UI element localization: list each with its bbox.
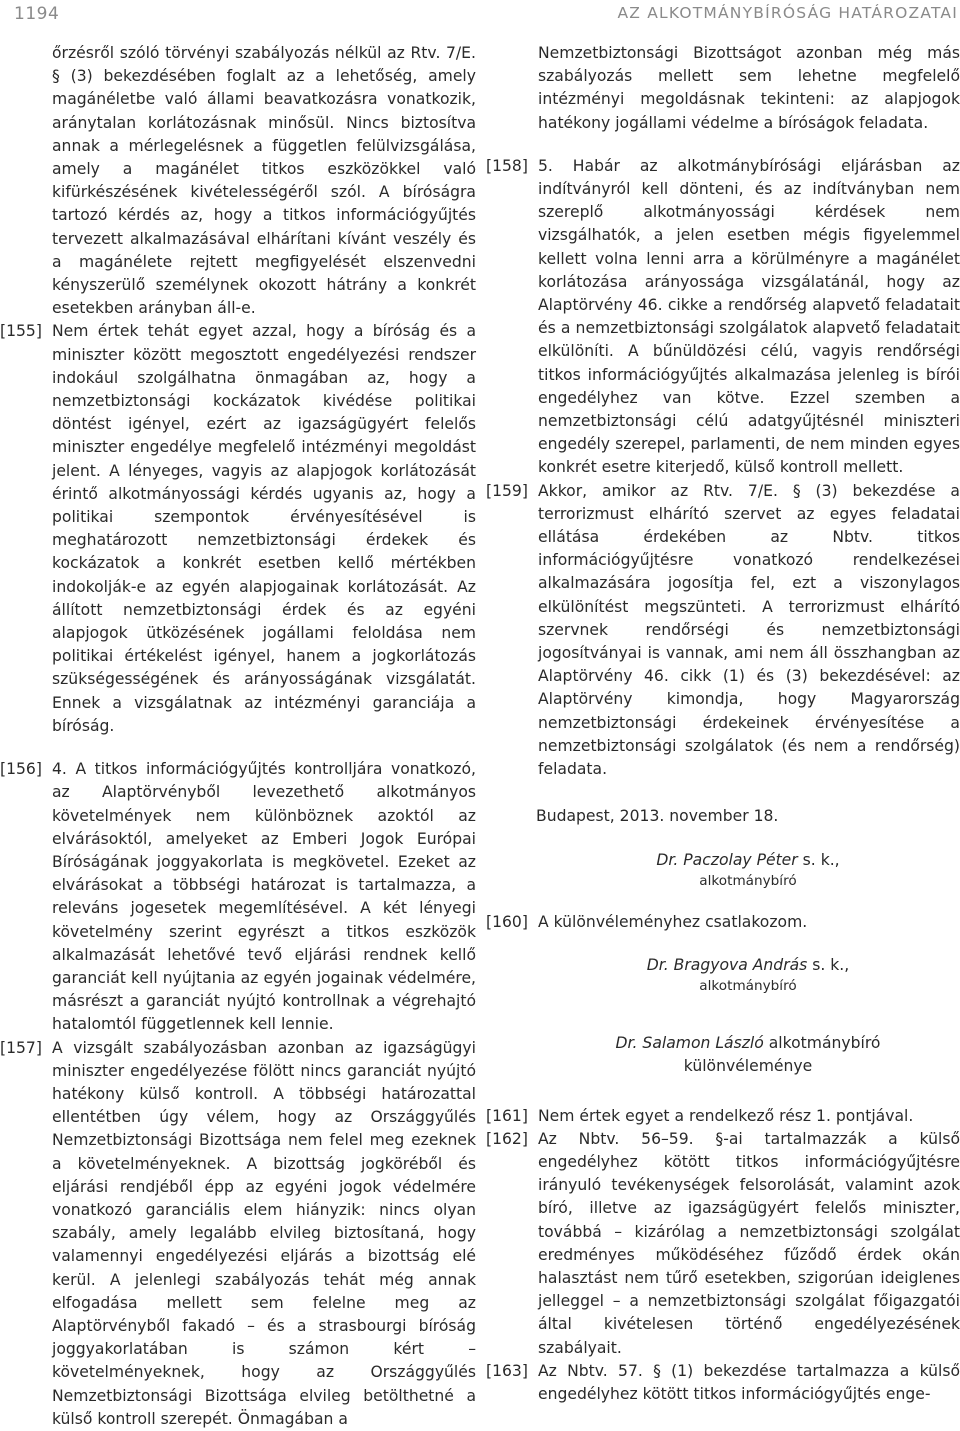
paragraph-number: [158] bbox=[486, 156, 528, 175]
paragraph-text: Nem értek tehát egyet azzal, hogy a bíróság és a miniszter között megosztott engedélyezési rendszer indokául szolgálhatna önmagában az, hogy a nemzetbiztonsági kockázatok kivédése politikai döntést igényel, ezért az igazságügyért felelős miniszter engedélye megfelelő intézményi megoldást jelent. A lényeges, vagyis az alapjogok korlátozását érintő alkotmányossági kérdés ugyanis az, hogy a politikai szempontok érvényesítésével is meghatározott nemzetbiztonsági érdekek és kockázatok a konkrét esetben kellő mértékben indokolják-e az egyén alapjogainak korlátozását. Az állított nemzetbiztonsági érdek és az egyéni alapjogok ütközésének jogállami feloldása nem politikai értékelést igényel, hanem a jogkorlátozás szükségességének és arányosságának vizsgálatát. Ennek a vizsgálatnak az intézményi garanciája a bíróság. bbox=[52, 322, 476, 735]
signature-suffix: s. k., bbox=[797, 850, 840, 869]
page-header bbox=[0, 0, 960, 30]
paragraph-number: [160] bbox=[486, 912, 528, 931]
paragraph-number: [157] bbox=[0, 1038, 42, 1057]
left-column bbox=[0, 42, 476, 1431]
spacer bbox=[486, 829, 960, 849]
opinion-heading bbox=[486, 1032, 960, 1055]
spacer bbox=[486, 1079, 960, 1105]
paragraph-161 bbox=[486, 1105, 960, 1128]
signatory-role: alkotmánybíró bbox=[699, 872, 797, 889]
paragraph-number: [162] bbox=[486, 1129, 528, 1148]
opinion-author-title: alkotmánybíró bbox=[763, 1034, 881, 1053]
paragraph-continuation bbox=[486, 42, 960, 135]
signature-suffix: s. k., bbox=[807, 955, 850, 974]
paragraph-text: Akkor, amikor az Rtv. 7/E. § (3) bekezdése a terrorizmust elhárító szervet az egyes feladatai ellátása érdekében az Nbtv. titkos információgyűjtésre vonatkozó rendelkezései alkalmazására jogosítja fel, ezt a viszonylagos elkülönítést megszünteti. A terrorizmust elhárító szervnek rendőrségi és nemzetbiztonsági jogosítványai is vannak, ami nem áll összhangban az Alaptörvény 46. cikk (1) és (3) bekezdésével: az Alaptörvény kimondja, hogy Magyarország nemzetbiztonsági érdekeinek érvényesítése a nemzetbiztonsági szolgálatok (és nem a rendőrség) feladata. bbox=[538, 481, 960, 779]
signatory-name: Dr. Paczolay Péter bbox=[656, 850, 798, 869]
paragraph-162 bbox=[486, 1128, 960, 1360]
paragraph-number: [156] bbox=[0, 760, 42, 779]
paragraph-159 bbox=[486, 480, 960, 782]
opinion-author: Dr. Salamon László bbox=[615, 1034, 764, 1053]
spacer bbox=[486, 891, 960, 911]
paragraph-number: [161] bbox=[486, 1106, 528, 1125]
paragraph-text: Nem értek egyet a rendelkező rész 1. pontjával. bbox=[538, 1106, 914, 1125]
paragraph-number: [159] bbox=[486, 481, 528, 500]
paragraph-number: [155] bbox=[0, 322, 42, 341]
signatory-role: alkotmánybíró bbox=[699, 978, 797, 995]
paragraph-text: 4. A titkos információgyűjtés kontrolljára vonatkozó, az Alaptörvényből levezethető alkotmányos követelmények nem különböznek azoktól az elvárásoktól, amelyeket az Emberi Jogok Európai Bíróságának joggyakorlata is megkövetel. Ezeket az elvárásokat a többségi határozat is tartalmazza, a releváns jogesetek megemlítésével. A két lényegi követelmény szerint egyrészt a titkos eszközök alkalmazását lehetővé tevő eljárási rendnek kellő garanciát kell nyújtania az egyén jogainak védelmére, másrészt a garanciát nyújtó kontrollnak a végrehajtó hatalomtól függetlennek kell lennie. bbox=[52, 760, 476, 1034]
paragraph-text: 5. Habár az alkotmánybírósági eljárásban az indítványról kell dönteni, és az indítványban nem szereplő alkotmányossági kérdések nem vizsgálhatók, a jelen esetben mégis figyelemmel kellett volna lenni arra a körülményre a magánélet korlátozása arányossága vizsgálatánál, hogy az Alaptörvény 46. cikke a rendőrség alapvető feladatait és a nemzetbiztonsági szolgálatok alapvető feladatait elkülöníti. A bűnüldözési célú, vagyis rendőrségi titkos információgyűjtés alkalmazása jelenleg is bírói engedélyhez van kötve. Ezzel szemben a nemzetbiztonsági célú adatgyűjtésnél miniszteri engedély szerepel, parlamenti, de nem minden egyes konkrét esetre kiterjedő, külső kontroll mellett. bbox=[538, 156, 960, 477]
spacer bbox=[486, 934, 960, 954]
spacer bbox=[486, 781, 960, 805]
paragraph-text: Az Nbtv. 56–59. §-ai tartalmazzák a külső engedélyhez kötött titkos információgyűjtésre irányuló tevékenységek felsorolását, valamint azok bíró, illetve az igazságügyért felelős miniszter, továbbá – kizárólag a nemzetbiztonsági szolgálat eredményes működéséhez fűződő érdek okán halasztást nem tűrő esetekben, szigorúan ideiglenes jelleggel – a nemzetbiztonsági szolgálat főigazgatói által kivételesen történő engedélyezésének szabályait. bbox=[538, 1129, 960, 1357]
right-column bbox=[486, 42, 960, 1406]
paragraph-text: Nemzetbiztonsági Bizottságot azonban még más szabályozás mellett sem lehetne megfelelő intézményi megoldásnak tekinteni: az alapjogok hatékony jogállami védelme a bíróságok feladata. bbox=[538, 44, 960, 132]
paragraph-text: A különvéleményhez csatlakozom. bbox=[538, 912, 808, 931]
paragraph-163 bbox=[486, 1360, 960, 1406]
page-number: 1194 bbox=[14, 4, 60, 24]
spacer bbox=[0, 738, 476, 758]
paragraph-number: [163] bbox=[486, 1361, 528, 1380]
paragraph-158 bbox=[486, 155, 960, 480]
paragraph-continuation bbox=[0, 42, 476, 320]
paragraph-157 bbox=[0, 1037, 476, 1431]
opinion-title: különvéleménye bbox=[683, 1057, 813, 1076]
paragraph-text: A vizsgált szabályozásban azonban az igazságügyi miniszter engedélyezése fölött nincs garanciát nyújtó hatékony külső kontroll. A többségi határozattal ellentétben úgy vélem, hogy az Országgyűlés Nemzetbiztonsági Bizottsága nem felel meg ezeknek a követelményeknek. A bizottság jogköréből és eljárási rendjéből épp az egyéni jogok védelmére vonatkozó garanciális elem hiányzik: nincs olyan szabály, amely legalább elvileg biztosítaná, hogy valamennyi engedélyezési eljárás a bizottság elé kerül. A jelenlegi szabályozás tehát még annak elfogadása mellett sem felelne meg az Alaptörvényből fakadó – és a strasbourgi bíróság joggyakorlatában is számon kért – követelményeknek, hogy az Országgyűlés Nemzetbiztonsági Bizottsága elvileg betölthetné a külső kontroll szerepét. Önmagában a bbox=[52, 1038, 476, 1428]
signature-2 bbox=[486, 954, 960, 977]
signatory-name: Dr. Bragyova András bbox=[646, 955, 808, 974]
signature-1 bbox=[486, 849, 960, 872]
paragraph-text: Az Nbtv. 57. § (1) bekezdése tartalmazza a külső engedélyhez kötött titkos információgyűjtés enge- bbox=[538, 1361, 960, 1403]
paragraph-156 bbox=[0, 758, 476, 1036]
spacer bbox=[486, 135, 960, 155]
running-title: AZ ALKOTMÁNYBÍRÓSÁG HATÁROZATAI bbox=[617, 4, 958, 22]
spacer bbox=[486, 996, 960, 1032]
paragraph-160 bbox=[486, 911, 960, 934]
paragraph-text: őrzésről szóló törvényi szabályozás nélkül az Rtv. 7/E. § (3) bekezdésében foglalt az a lehetőség, amely magánéletbe való állami beavatkozásra vonatkozik, aránytalan korlátozásnak minősül. Nincs biztosítva annak a mérlegelésnek a független felülvizsgálása, amely a magánélet titkos eszközökkel való kifürkészésének kivételességéről szól. A bíróságra tartozó kérdés az, hogy a titkos információgyűjtés tervezett alkalmazásával elhárítani kívánt veszély és a magánélete rejtett megfigyelését elszenvedni kényszerülő személynek okozott hátrány a konkrét esetekben arányban áll-e. bbox=[52, 44, 476, 318]
date-line: Budapest, 2013. november 18. bbox=[536, 807, 779, 826]
paragraph-155 bbox=[0, 320, 476, 738]
